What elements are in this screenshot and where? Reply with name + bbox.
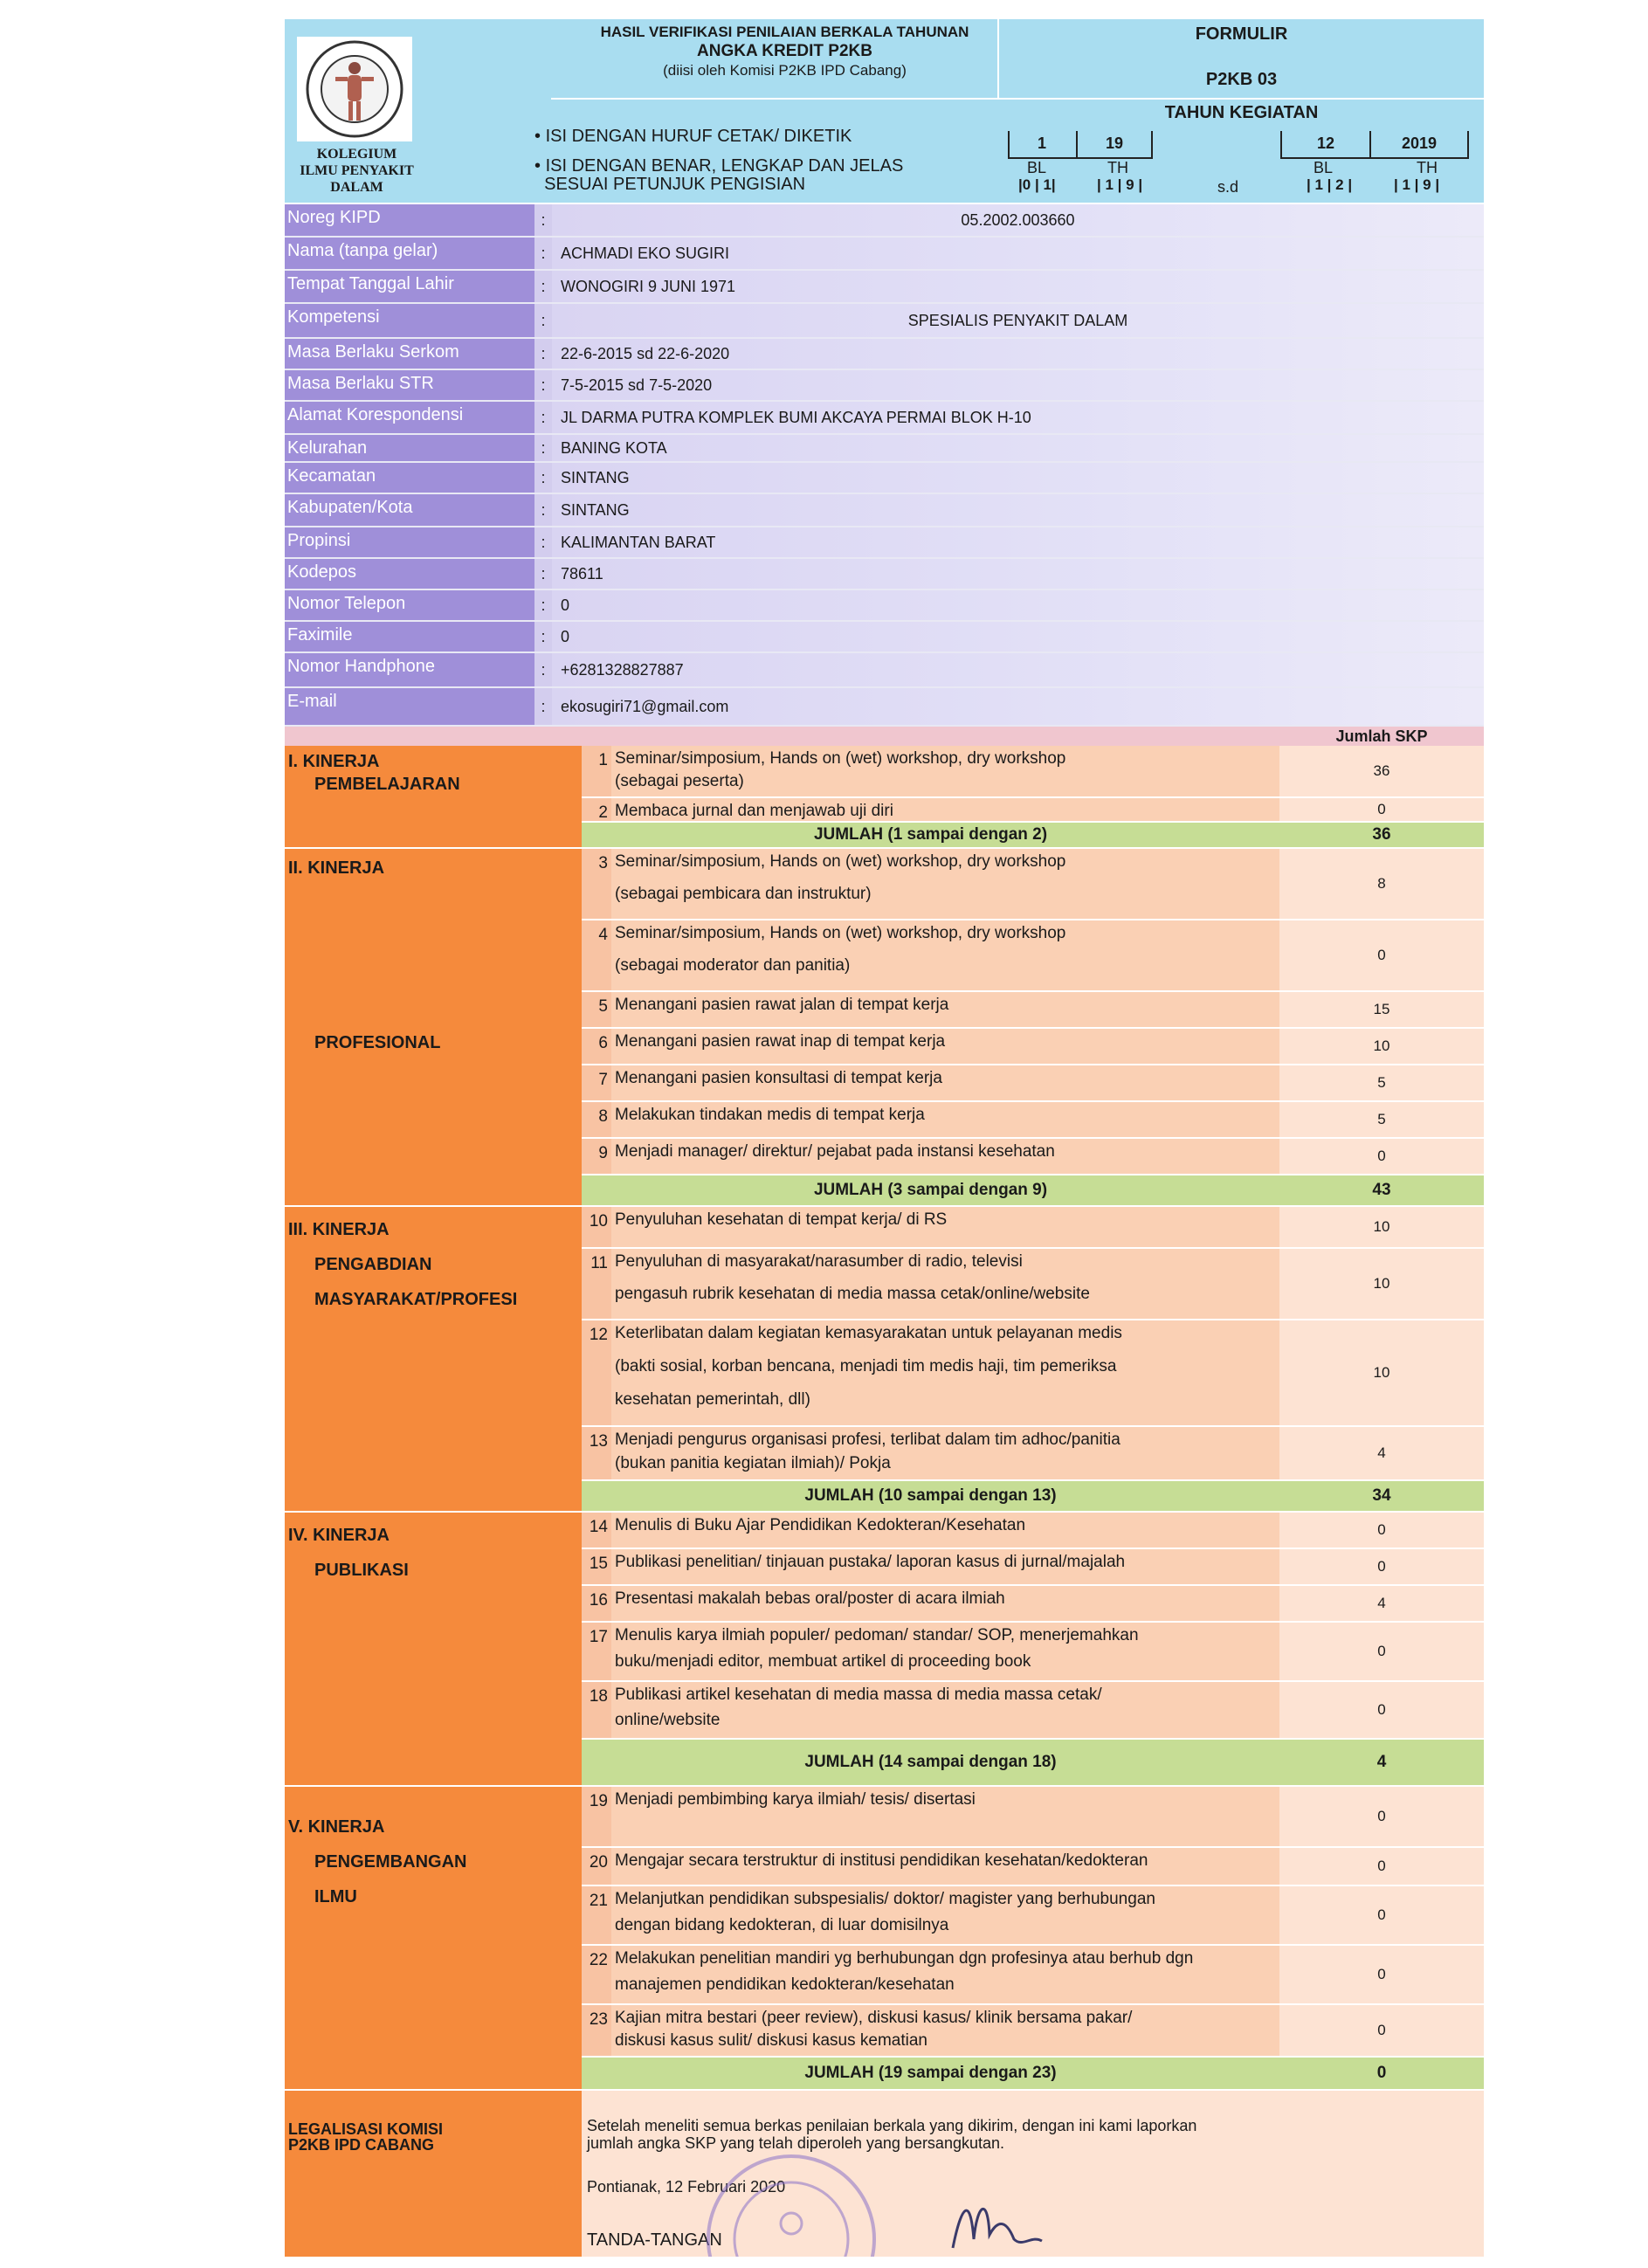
end-month: 12 <box>1316 134 1335 152</box>
item-description-line: Keterlibatan dalam kegiatan kemasyarakatan untuk pelayanan medis <box>615 1324 1122 1342</box>
item-description-line: (bakti sosial, korban bencana, menjadi tim medis haji, tim pemeriksa <box>615 1357 1117 1375</box>
title-line-2: ANGKA KREDIT P2KB <box>697 42 872 60</box>
section-label-line: V. KINERJA <box>288 1817 385 1837</box>
end-bl-digits: | 1 | 2 | <box>1307 176 1353 193</box>
item-number: 6 <box>582 1029 611 1064</box>
item-number: 11 <box>582 1249 611 1319</box>
item-description-line: Melakukan tindakan medis di tempat kerja <box>615 1106 925 1124</box>
item-skp-value: 4 <box>1279 1427 1484 1479</box>
section-label-line: I. KINERJA <box>288 752 380 771</box>
section-total-row <box>582 2058 1484 2091</box>
item-description-line: Seminar/simposium, Hands on (wet) workshop, dry workshop <box>615 924 1066 942</box>
place-date: Pontianak, 12 Februari 2020 <box>587 2178 786 2196</box>
item-skp-value: 0 <box>1279 1682 1484 1738</box>
section-label-line: IV. KINERJA <box>288 1526 390 1545</box>
item-skp-value: 10 <box>1279 1249 1484 1319</box>
skp-section <box>285 746 1484 849</box>
info-row <box>285 435 1484 463</box>
legalisasi-label-2: P2KB IPD CABANG <box>288 2136 435 2154</box>
item-description <box>611 1946 1279 2003</box>
item-description-line: Publikasi artikel kesehatan di media massa di media massa cetak/ <box>615 1685 1102 1704</box>
skp-sections <box>285 746 1484 2091</box>
skp-item-row <box>582 1513 1484 1549</box>
item-number: 10 <box>582 1207 611 1247</box>
skp-section <box>285 1207 1484 1513</box>
skp-item-row <box>582 1586 1484 1623</box>
skp-item-row <box>582 746 1484 798</box>
jumlah-skp-header <box>285 727 1484 746</box>
item-skp-value: 0 <box>1279 1513 1484 1548</box>
info-value: JL DARMA PUTRA KOMPLEK BUMI AKCAYA PERMAI BLOK H-10 <box>552 402 1484 433</box>
item-skp-value: 0 <box>1279 1946 1484 2003</box>
skp-item-row <box>582 1207 1484 1249</box>
info-value: 22-6-2015 sd 22-6-2020 <box>552 339 1484 369</box>
item-description <box>611 1586 1279 1621</box>
item-skp-value: 36 <box>1279 746 1484 796</box>
legalisasi-section <box>285 2091 1484 2257</box>
info-value: +6281328827887 <box>552 653 1484 686</box>
form-title <box>551 23 1018 80</box>
year-label: TAHUN KEGIATAN <box>1164 103 1319 122</box>
legalisasi-text-1: Setelah meneliti semua berkas penilaian berkala yang dikirim, dengan ini kami laporkan <box>587 2117 1197 2134</box>
item-description <box>611 849 1279 919</box>
info-colon: : <box>534 402 552 433</box>
item-number: 22 <box>582 1946 611 2003</box>
section-label <box>285 849 582 1207</box>
info-colon: : <box>534 370 552 400</box>
item-number: 5 <box>582 992 611 1027</box>
item-description <box>611 1682 1279 1738</box>
form-label: FORMULIR <box>1195 24 1288 44</box>
start-bl-label: BL <box>1027 159 1047 176</box>
form-code: P2KB 03 <box>1205 70 1278 89</box>
item-description-line: Mengajar secara terstruktur di institusi pendidikan kesehatan/kedokteran <box>615 1851 1148 1870</box>
info-value: BANING KOTA <box>552 435 1484 461</box>
info-value: SINTANG <box>552 463 1484 493</box>
start-year: 19 <box>1105 134 1124 152</box>
section-label-line: MASYARAKAT/PROFESI <box>314 1290 518 1309</box>
personal-info-table <box>285 204 1484 727</box>
item-description-line: Menjadi pengurus organisasi profesi, terlibat dalam tim adhoc/panitia <box>615 1430 1121 1449</box>
end-th-digits: | 1 | 9 | <box>1394 176 1440 193</box>
section-label <box>285 1207 582 1513</box>
info-row <box>285 304 1484 339</box>
item-number: 17 <box>582 1623 611 1680</box>
item-description-line: Menjadi manager/ direktur/ pejabat pada instansi kesehatan <box>615 1142 1055 1161</box>
info-colon: : <box>534 494 552 526</box>
item-description <box>611 1207 1279 1247</box>
item-description-line: kesehatan pemerintah, dll) <box>615 1390 810 1409</box>
item-description-line: pengasuh rubrik kesehatan di media massa cetak/online/website <box>615 1285 1090 1303</box>
section-label-line: PROFESIONAL <box>314 1033 441 1052</box>
item-description-line: manajemen pendidikan kedokteran/kesehatan <box>615 1975 955 1994</box>
skp-item-row <box>582 1886 1484 1946</box>
official-stamp-icon <box>695 2143 887 2257</box>
info-colon: : <box>534 688 552 725</box>
item-skp-value: 0 <box>1279 1787 1484 1846</box>
info-row <box>285 622 1484 653</box>
section-total-label: JUMLAH (14 sampai dengan 18) <box>804 1753 1057 1771</box>
item-number: 19 <box>582 1787 611 1846</box>
info-value: WONOGIRI 9 JUNI 1971 <box>552 271 1484 302</box>
end-th-label: TH <box>1417 159 1438 176</box>
item-number: 14 <box>582 1513 611 1548</box>
signature-icon <box>944 2187 1049 2257</box>
skp-item-row <box>582 1623 1484 1682</box>
item-skp-value: 5 <box>1279 1065 1484 1100</box>
item-number: 7 <box>582 1065 611 1100</box>
skp-item-row <box>582 1682 1484 1740</box>
legalisasi-label-1: LEGALISASI KOMISI <box>288 2120 444 2138</box>
section-total-value: 0 <box>1376 2064 1387 2082</box>
item-number: 12 <box>582 1320 611 1425</box>
section-total-row <box>582 1740 1484 1787</box>
item-description <box>611 1029 1279 1064</box>
item-number: 2 <box>582 798 611 821</box>
info-row <box>285 688 1484 727</box>
start-th-digit-2: 9 <box>1126 176 1134 193</box>
item-number: 18 <box>582 1682 611 1738</box>
item-skp-value: 0 <box>1279 920 1484 990</box>
item-number: 13 <box>582 1427 611 1479</box>
item-description-line: (bukan panitia kegiatan ilmiah)/ Pokja <box>615 1454 891 1472</box>
info-label: Tempat Tanggal Lahir <box>285 271 534 302</box>
info-row <box>285 463 1484 494</box>
info-colon: : <box>534 622 552 651</box>
header-divider-horizontal <box>551 98 1484 100</box>
info-colon: : <box>534 339 552 369</box>
info-label: Nama (tanpa gelar) <box>285 238 534 269</box>
skp-item-row <box>582 1427 1484 1481</box>
skp-section <box>285 849 1484 1207</box>
item-description-line: Menjadi pembimbing karya ilmiah/ tesis/ disertasi <box>615 1790 976 1809</box>
section-total-label: JUMLAH (10 sampai dengan 13) <box>804 1486 1057 1505</box>
item-description-line: online/website <box>615 1711 721 1729</box>
item-skp-value: 0 <box>1279 798 1484 821</box>
skp-item-row <box>582 1102 1484 1139</box>
info-row <box>285 590 1484 622</box>
item-description-line: diskusi kasus sulit/ diskusi kasus kematian <box>615 2031 927 2050</box>
instruction-3-text: SESUAI PETUNJUK PENGISIAN <box>544 175 806 194</box>
info-colon: : <box>534 204 552 236</box>
section-label <box>285 1513 582 1787</box>
info-value: 7-5-2015 sd 7-5-2020 <box>552 370 1484 400</box>
item-number: 1 <box>582 746 611 796</box>
item-description-line: Kajian mitra bestari (peer review), diskusi kasus/ klinik bersama pakar/ <box>615 2009 1133 2027</box>
item-skp-value: 0 <box>1279 1848 1484 1885</box>
section-label-line: PEMBELAJARAN <box>314 775 460 794</box>
item-description <box>611 1549 1279 1584</box>
item-description <box>611 1623 1279 1680</box>
item-description-line: Publikasi penelitian/ tinjauan pustaka/ laporan kasus di jurnal/majalah <box>615 1553 1126 1571</box>
form-header <box>285 19 1484 204</box>
info-label: E-mail <box>285 688 534 725</box>
skp-item-row <box>582 798 1484 823</box>
skp-item-row <box>582 1946 1484 2005</box>
info-row <box>285 339 1484 370</box>
skp-item-row <box>582 1029 1484 1065</box>
info-colon: : <box>534 559 552 589</box>
info-colon: : <box>534 590 552 620</box>
info-row <box>285 559 1484 590</box>
item-skp-value: 5 <box>1279 1102 1484 1137</box>
item-description <box>611 992 1279 1027</box>
item-skp-value: 10 <box>1279 1320 1484 1425</box>
skp-item-row <box>582 849 1484 920</box>
end-year: 2019 <box>1401 134 1438 152</box>
item-skp-value: 0 <box>1279 1886 1484 1944</box>
section-label-line: PENGABDIAN <box>314 1255 432 1274</box>
section-total-value: 43 <box>1372 1181 1391 1199</box>
item-description-line: Membaca jurnal dan menjawab uji diri <box>615 802 893 820</box>
info-label: Nomor Telepon <box>285 590 534 620</box>
info-label: Kodepos <box>285 559 534 589</box>
section-label-line: III. KINERJA <box>288 1220 390 1239</box>
section-label-line: PENGEMBANGAN <box>314 1852 467 1872</box>
info-value: KALIMANTAN BARAT <box>552 527 1484 557</box>
item-number: 9 <box>582 1139 611 1174</box>
logo-caption-line-1: KOLEGIUM <box>316 147 397 162</box>
item-description-line: Penyuluhan di masyarakat/narasumber di radio, televisi <box>615 1252 1023 1271</box>
item-description <box>611 746 1279 796</box>
item-description-line: Menulis karya ilmiah populer/ pedoman/ standar/ SOP, menerjemahkan <box>615 1626 1139 1644</box>
start-month: 1 <box>1037 134 1046 152</box>
info-row <box>285 271 1484 304</box>
item-description <box>611 1249 1279 1319</box>
info-colon: : <box>534 463 552 493</box>
item-number: 15 <box>582 1549 611 1584</box>
item-description-line: Penyuluhan kesehatan di tempat kerja/ di RS <box>615 1210 948 1229</box>
section-label-line: II. KINERJA <box>288 858 385 878</box>
item-skp-value: 0 <box>1279 2005 1484 2056</box>
section-total-row <box>582 1175 1484 1207</box>
info-value: SINTANG <box>552 494 1484 526</box>
legalisasi-text-2: jumlah angka SKP yang telah diperoleh yang bersangkutan. <box>587 2134 1005 2152</box>
info-label: Kelurahan <box>285 435 534 461</box>
item-description-line: (sebagai pembicara dan instruktur) <box>615 885 872 903</box>
info-colon: : <box>534 527 552 557</box>
item-description <box>611 1102 1279 1137</box>
skp-item-row <box>582 1848 1484 1886</box>
item-skp-value: 0 <box>1279 1623 1484 1680</box>
info-label: Masa Berlaku STR <box>285 370 534 400</box>
end-th-digit-1: 1 <box>1402 176 1410 193</box>
item-skp-value: 0 <box>1279 1139 1484 1174</box>
info-colon: : <box>534 304 552 337</box>
section-total-value: 4 <box>1376 1753 1387 1771</box>
jumlah-skp-label: Jumlah SKP <box>1335 727 1428 745</box>
section-total-label: JUMLAH (19 sampai dengan 23) <box>804 2064 1057 2082</box>
skp-item-row <box>582 1787 1484 1848</box>
info-row <box>285 238 1484 271</box>
start-bl-digit-1: 0 <box>1022 176 1031 193</box>
section-total-value: 34 <box>1372 1486 1391 1505</box>
item-skp-value: 10 <box>1279 1207 1484 1247</box>
skp-item-row <box>582 1065 1484 1102</box>
form-code-block <box>999 24 1484 122</box>
item-number: 3 <box>582 849 611 919</box>
item-number: 23 <box>582 2005 611 2056</box>
kolegium-logo-icon <box>297 37 412 141</box>
item-description <box>611 920 1279 990</box>
info-colon: : <box>534 271 552 302</box>
skp-item-row <box>582 1320 1484 1427</box>
item-description-line: (sebagai peserta) <box>615 772 744 790</box>
item-number: 4 <box>582 920 611 990</box>
item-description-line: Menangani pasien rawat jalan di tempat kerja <box>615 996 949 1014</box>
info-label: Propinsi <box>285 527 534 557</box>
item-description-line: dengan bidang kedokteran, di luar domisilnya <box>615 1916 949 1934</box>
item-description <box>611 1139 1279 1174</box>
info-label: Faximile <box>285 622 534 651</box>
info-label: Noreg KIPD <box>285 204 534 236</box>
info-row <box>285 402 1484 435</box>
item-description-line: Menangani pasien rawat inap di tempat kerja <box>615 1032 946 1051</box>
item-number: 20 <box>582 1848 611 1885</box>
section-total-row <box>582 1481 1484 1513</box>
start-bl-digits: |0 | 1| <box>1018 176 1056 193</box>
item-description-line: Seminar/simposium, Hands on (wet) workshop, dry workshop <box>615 852 1066 871</box>
end-bl-label: BL <box>1314 159 1334 176</box>
info-label: Kabupaten/Kota <box>285 494 534 526</box>
info-row <box>285 494 1484 527</box>
info-value: ekosugiri71@gmail.com <box>552 688 1484 725</box>
item-description <box>611 1320 1279 1425</box>
info-value: 0 <box>552 590 1484 620</box>
instruction-2-text: ISI DENGAN BENAR, LENGKAP DAN JELAS <box>545 156 904 176</box>
skp-item-row <box>582 2005 1484 2058</box>
info-colon: : <box>534 653 552 686</box>
item-description <box>611 1513 1279 1548</box>
instruction-1-text: ISI DENGAN HURUF CETAK/ DIKETIK <box>545 127 852 146</box>
section-total-label: JUMLAH (1 sampai dengan 2) <box>813 825 1048 844</box>
skp-item-row <box>582 1249 1484 1320</box>
section-label <box>285 1787 582 2091</box>
instruction-2: • ISI DENGAN BENAR, LENGKAP DAN JELAS SESUAI PETUNJUK PENGISIAN <box>534 156 904 194</box>
skp-item-row <box>582 992 1484 1029</box>
item-description-line: Menulis di Buku Ajar Pendidikan Kedokteran/Kesehatan <box>615 1516 1026 1534</box>
info-label: Kompetensi <box>285 304 534 337</box>
title-line-1: HASIL VERIFIKASI PENILAIAN BERKALA TAHUNAN <box>600 24 969 40</box>
skp-item-row <box>582 1139 1484 1175</box>
section-label-line: PUBLIKASI <box>314 1561 409 1580</box>
skp-item-row <box>582 1549 1484 1586</box>
item-description <box>611 1427 1279 1479</box>
section-total-value: 36 <box>1372 825 1391 844</box>
info-label: Masa Berlaku Serkom <box>285 339 534 369</box>
skp-section <box>285 1513 1484 1787</box>
info-label: Alamat Korespondensi <box>285 402 534 433</box>
item-skp-value: 8 <box>1279 849 1484 919</box>
signature-label: TANDA-TANGAN <box>587 2230 722 2250</box>
section-label-line: ILMU <box>314 1887 357 1906</box>
form-page <box>285 19 1484 2257</box>
info-row <box>285 653 1484 688</box>
info-value: ACHMADI EKO SUGIRI <box>552 238 1484 269</box>
info-colon: : <box>534 238 552 269</box>
legalisasi-body <box>582 2091 1484 2257</box>
item-description-line: Melanjutkan pendidikan subspesialis/ doktor/ magister yang berhubungan <box>615 1890 1155 1908</box>
skp-item-row <box>582 920 1484 992</box>
info-value: 78611 <box>552 559 1484 589</box>
end-bl-digit-1: 1 <box>1314 176 1323 193</box>
item-description <box>611 2005 1279 2056</box>
item-description <box>611 1065 1279 1100</box>
start-th-label: TH <box>1107 159 1128 176</box>
info-row <box>285 204 1484 238</box>
item-number: 16 <box>582 1586 611 1621</box>
sd-label: s.d <box>1217 178 1239 196</box>
item-description <box>611 1886 1279 1944</box>
item-skp-value: 4 <box>1279 1586 1484 1621</box>
legalisasi-label <box>285 2091 582 2257</box>
start-th-digits: | 1 | 9 | <box>1097 176 1143 193</box>
item-description-line: Menangani pasien konsultasi di tempat kerja <box>615 1069 942 1087</box>
info-row <box>285 527 1484 559</box>
item-description <box>611 1787 1279 1846</box>
item-description-line: Seminar/simposium, Hands on (wet) workshop, dry workshop <box>615 749 1066 768</box>
item-skp-value: 0 <box>1279 1549 1484 1584</box>
info-value: SPESIALIS PENYAKIT DALAM <box>552 304 1484 337</box>
item-description-line: Presentasi makalah bebas oral/poster di acara ilmiah <box>615 1589 1005 1608</box>
logo-caption <box>285 146 429 196</box>
info-value: 05.2002.003660 <box>552 204 1484 236</box>
logo-caption-line-2: ILMU PENYAKIT DALAM <box>300 163 414 195</box>
item-description-line: (sebagai moderator dan panitia) <box>615 956 851 975</box>
skp-section <box>285 1787 1484 2091</box>
end-bl-digit-2: 2 <box>1335 176 1344 193</box>
section-total-label: JUMLAH (3 sampai dengan 9) <box>813 1181 1048 1199</box>
start-th-digit-1: 1 <box>1105 176 1114 193</box>
end-th-digit-2: 9 <box>1423 176 1431 193</box>
info-label: Kecamatan <box>285 463 534 493</box>
info-row <box>285 370 1484 402</box>
item-skp-value: 15 <box>1279 992 1484 1027</box>
item-description-line: buku/menjadi editor, membuat artikel di proceeding book <box>615 1652 1031 1671</box>
info-value: 0 <box>552 622 1484 651</box>
instruction-1: • ISI DENGAN HURUF CETAK/ DIKETIK <box>534 127 852 146</box>
section-total-row <box>582 823 1484 849</box>
info-label: Nomor Handphone <box>285 653 534 686</box>
section-label <box>285 746 582 849</box>
item-number: 21 <box>582 1886 611 1944</box>
item-number: 8 <box>582 1102 611 1137</box>
item-skp-value: 10 <box>1279 1029 1484 1064</box>
start-bl-digit-2: 1 <box>1043 176 1052 193</box>
item-description-line: Melakukan penelitian mandiri yg berhubungan dgn profesinya atau berhub dgn <box>615 1949 1194 1968</box>
item-description <box>611 798 1279 821</box>
title-line-3: (diisi oleh Komisi P2KB IPD Cabang) <box>663 62 907 79</box>
item-description <box>611 1848 1279 1885</box>
info-colon: : <box>534 435 552 461</box>
